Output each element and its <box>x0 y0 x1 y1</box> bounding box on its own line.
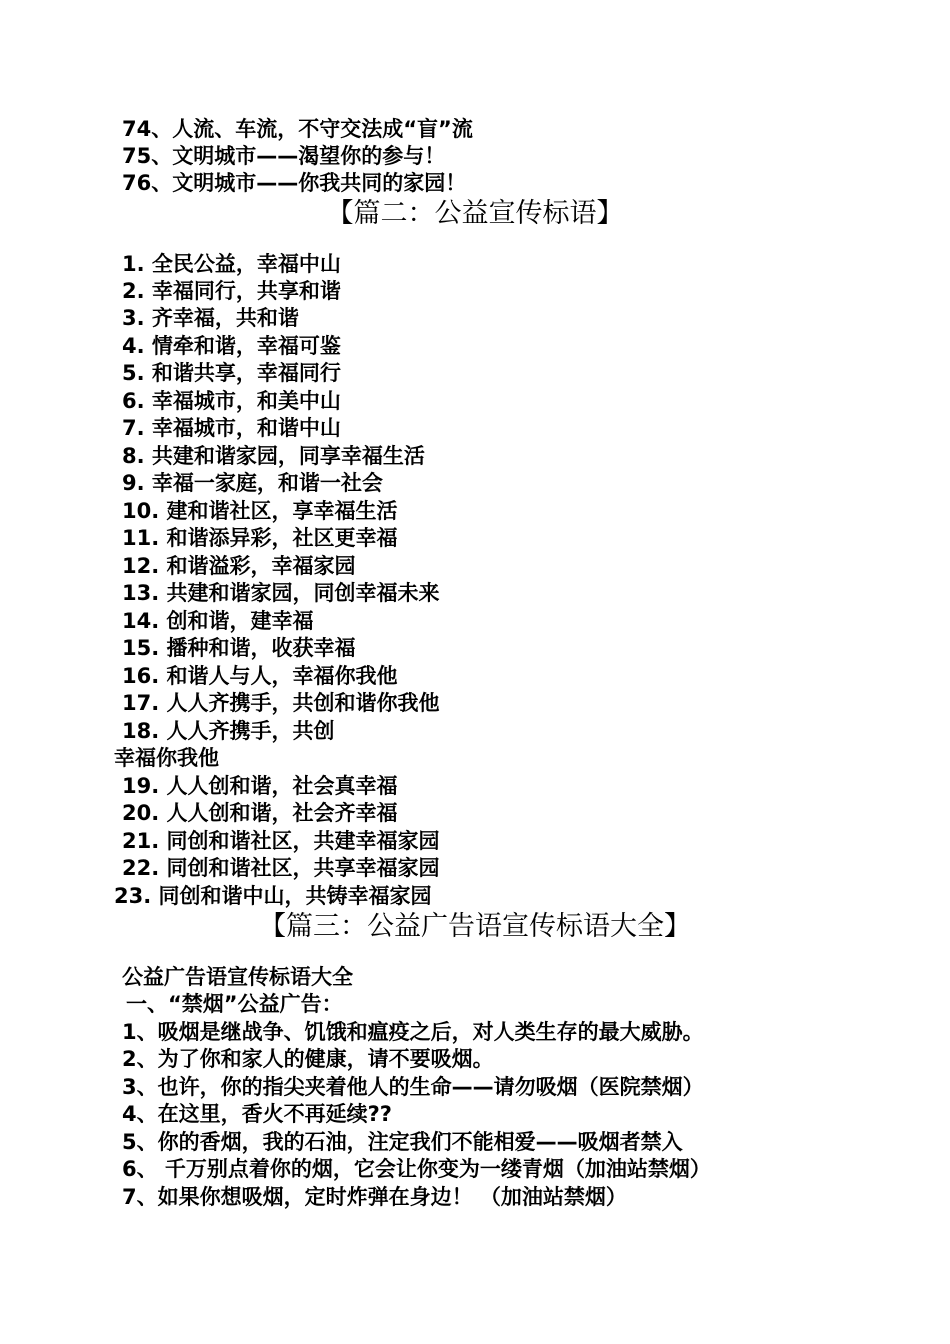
list-item: 13. 共建和谐家园，同创幸福未来 <box>122 581 440 605</box>
list-item: 18. 人人齐携手，共创 <box>122 719 335 743</box>
list-item: 16. 和谐人与人，幸福你我他 <box>122 664 398 688</box>
list-item: 4、在这里，香火不再延续?? <box>122 1102 392 1126</box>
slogan-line-75: 75、文明城市——渴望你的参与！ <box>122 144 446 168</box>
list-item: 4. 情牵和谐，幸福可鉴 <box>122 334 341 358</box>
list-item: 5. 和谐共享，幸福同行 <box>122 361 341 385</box>
list-item: 1、吸烟是继战争、饥饿和瘟疫之后，对人类生存的最大威胁。 <box>122 1020 704 1044</box>
list-item: 22. 同创和谐社区，共享幸福家园 <box>122 856 440 880</box>
list-item: 7、如果你想吸烟，定时炸弹在身边！ （加油站禁烟） <box>122 1185 627 1209</box>
subsection-title: 公益广告语宣传标语大全 <box>122 965 353 989</box>
list-item: 9. 幸福一家庭，和谐一社会 <box>122 471 383 495</box>
list-item: 12. 和谐溢彩，幸福家园 <box>122 554 356 578</box>
list-item: 5、你的香烟，我的石油，注定我们不能相爱——吸烟者禁入 <box>122 1130 683 1154</box>
list-item: 6. 幸福城市，和美中山 <box>122 389 341 413</box>
list-item: 1. 全民公益，幸福中山 <box>122 252 341 276</box>
list-item-continuation: 幸福你我他 <box>114 746 219 770</box>
list-item: 15. 播种和谐，收获幸福 <box>122 636 356 660</box>
list-item: 20. 人人创和谐，社会齐幸福 <box>122 801 398 825</box>
list-item: 21. 同创和谐社区，共建幸福家园 <box>122 829 440 853</box>
list-item: 11. 和谐添异彩，社区更幸福 <box>122 526 398 550</box>
list-item: 17. 人人齐携手，共创和谐你我他 <box>122 691 440 715</box>
list-item: 14. 创和谐，建幸福 <box>122 609 314 633</box>
slogan-line-76: 76、文明城市——你我共同的家园！ <box>122 171 467 195</box>
list-item: 8. 共建和谐家园，同享幸福生活 <box>122 444 425 468</box>
list-item: 3. 齐幸福，共和谐 <box>122 306 299 330</box>
section-heading-3: 【篇三：公益广告语宣传标语大全】 <box>259 911 691 942</box>
list-item: 10. 建和谐社区，享幸福生活 <box>122 499 398 523</box>
list-item: 23. 同创和谐中山，共铸幸福家园 <box>114 884 432 908</box>
list-item: 3、也许，你的指尖夹着他人的生命——请勿吸烟（医院禁烟） <box>122 1075 704 1099</box>
category-title: 一、“禁烟”公益广告： <box>126 992 343 1016</box>
section-heading-2: 【篇二：公益宣传标语】 <box>326 198 624 229</box>
list-item: 2. 幸福同行，共享和谐 <box>122 279 341 303</box>
list-item: 7. 幸福城市，和谐中山 <box>122 416 341 440</box>
list-item: 2、为了你和家人的健康，请不要吸烟。 <box>122 1047 494 1071</box>
list-item: 6、 千万别点着你的烟，它会让你变为一缕青烟（加油站禁烟） <box>122 1157 711 1181</box>
slogan-line-74: 74、人流、车流，不守交法成“盲”流 <box>122 117 473 141</box>
list-item: 19. 人人创和谐，社会真幸福 <box>122 774 398 798</box>
